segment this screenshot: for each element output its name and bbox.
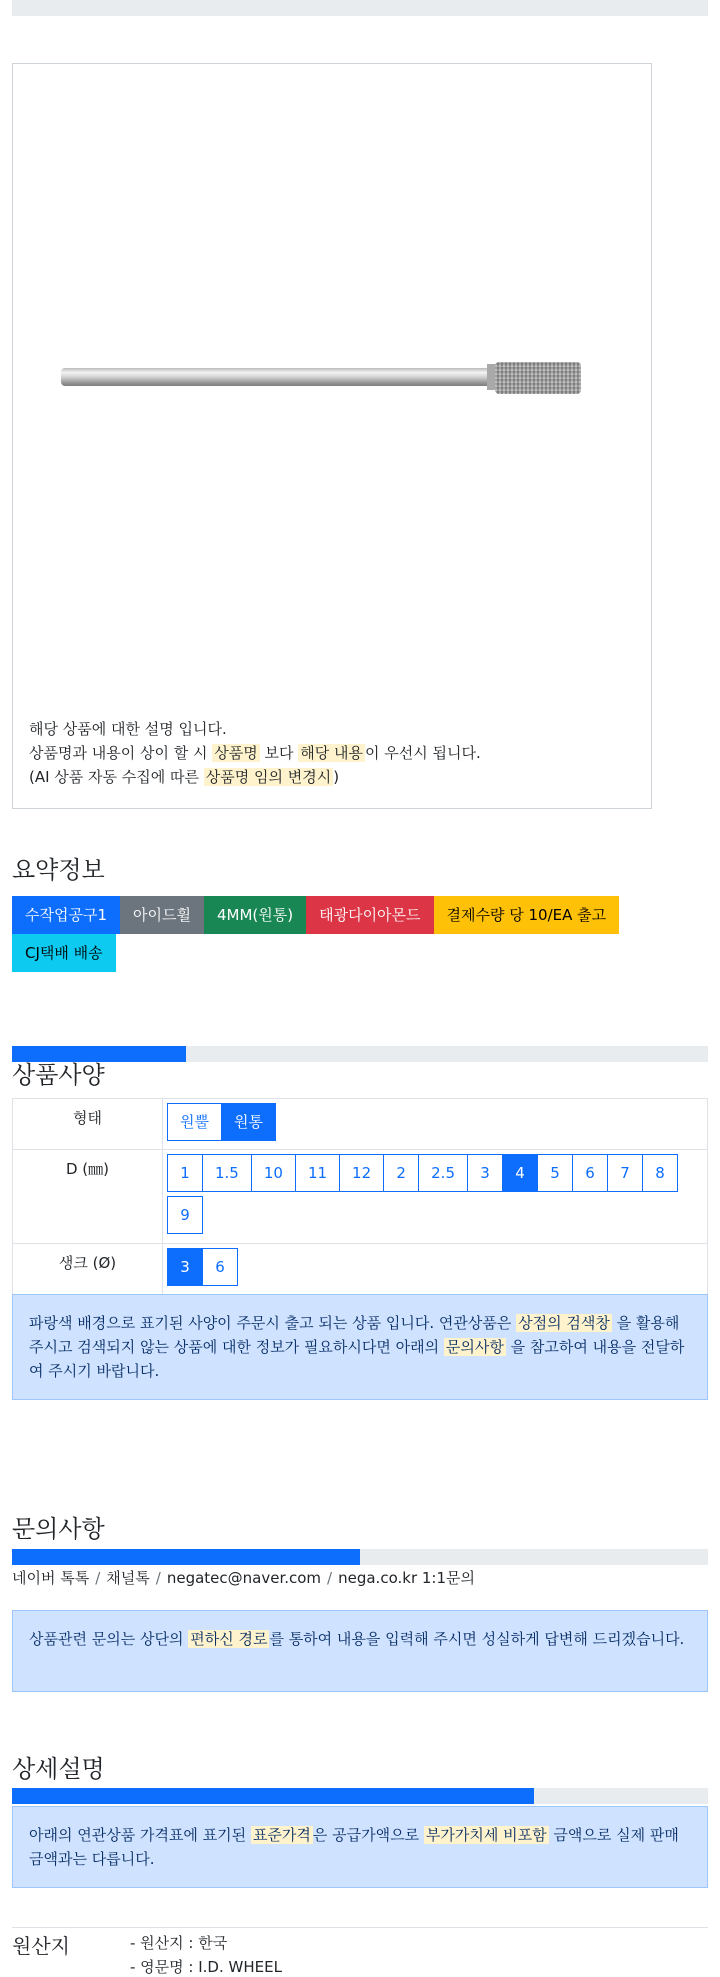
option-group-shank [167, 1248, 703, 1290]
separator: / [155, 1569, 161, 1587]
spec-options [163, 1150, 708, 1244]
description-text: 이 우선시 됩니다. [364, 744, 481, 762]
description-text: 보다 [259, 744, 299, 762]
notice-text: 를 통하여 내용을 입력해 주시면 성실하게 답변해 드리겠습니다. [269, 1630, 685, 1648]
spec-label: 생크 (Ø) [13, 1244, 163, 1295]
option-button[interactable]: 3 [167, 1248, 203, 1286]
option-button[interactable]: 8 [642, 1154, 678, 1192]
option-button[interactable]: 2 [383, 1154, 419, 1192]
inquiry-progress-fill [12, 1549, 360, 1565]
spec-title: 상품사양 [12, 1061, 105, 1089]
notice-text: 상품관련 문의는 상단의 [29, 1630, 189, 1648]
option-button[interactable]: 9 [167, 1196, 203, 1234]
notice-text: 을 참고하여 내용을 전달하여 주시기 바랍니다. [29, 1338, 685, 1380]
highlight-convenient-route: 편하신 경로 [190, 1630, 268, 1648]
option-button[interactable]: 10 [251, 1154, 296, 1192]
channel-naver-talk[interactable]: 네이버 톡톡 [12, 1569, 90, 1587]
spec-notice [12, 1294, 708, 1400]
highlight-inquiry: 문의사항 [445, 1338, 504, 1356]
option-button[interactable]: 원뿔 [167, 1103, 222, 1141]
notice-text: 을 활용해 주시고 검색되지 않는 상품에 대한 정보가 필요하시다면 아래의 [29, 1314, 680, 1356]
notice-text: 은 공급가액으로 [312, 1826, 424, 1844]
option-button[interactable]: 4 [502, 1154, 538, 1192]
summary-badges [12, 896, 652, 972]
origin-divider [12, 1927, 708, 1928]
spec-table [12, 1098, 708, 1295]
option-button[interactable]: 2.5 [418, 1154, 468, 1192]
option-group-diameter [167, 1154, 703, 1238]
notice-text: 아래의 연관상품 가격표에 표기된 [29, 1826, 251, 1844]
highlight-content: 해당 내용 [300, 744, 363, 762]
description-text: (AI 상품 자동 수집에 따른 [29, 768, 204, 786]
channel-website-inquiry[interactable]: nega.co.kr 1:1문의 [338, 1569, 475, 1587]
inquiry-title: 문의사항 [12, 1515, 105, 1543]
badge-type: 아이드휠 [120, 896, 204, 934]
origin-item: - 영문명 : I.D. WHEEL [130, 1958, 282, 1976]
notice-text: 파랑색 배경으로 표기된 사양이 주문시 출고 되는 상품 입니다. 연관상품은 [29, 1314, 517, 1332]
detail-progress-bar [12, 1788, 708, 1804]
option-button[interactable]: 11 [295, 1154, 340, 1192]
origin-item: - 원산지 : 한국 [130, 1934, 228, 1952]
option-button[interactable]: 원통 [221, 1103, 276, 1141]
description-text: 해당 상품에 대한 설명 입니다. [29, 720, 227, 738]
description-text: 상품명과 내용이 상이 할 시 [29, 744, 213, 762]
option-button[interactable]: 1.5 [202, 1154, 252, 1192]
highlight-name-change: 상품명 임의 변경시 [205, 768, 332, 786]
description-line [29, 717, 481, 741]
badge-brand: 태광다이아몬드 [306, 896, 433, 934]
badge-category: 수작업공구1 [12, 896, 120, 934]
spec-row-shape [13, 1099, 708, 1150]
spec-progress-bar [12, 1046, 708, 1062]
description-text: ) [333, 768, 340, 786]
origin-list [130, 1931, 282, 1977]
separator: / [95, 1569, 101, 1587]
option-button[interactable]: 3 [467, 1154, 503, 1192]
badge-quantity: 결제수량 당 10/EA 출고 [434, 896, 620, 934]
detail-progress-fill [12, 1788, 534, 1804]
inquiry-progress-bar [12, 1549, 708, 1565]
option-button[interactable]: 6 [572, 1154, 608, 1192]
inquiry-notice [12, 1610, 708, 1692]
spec-options [163, 1099, 708, 1150]
description-line [29, 765, 481, 789]
highlight-product-name: 상품명 [214, 744, 258, 762]
option-button[interactable]: 7 [607, 1154, 643, 1192]
contact-breadcrumb [12, 1567, 475, 1588]
notice-text: 금액으로 실제 판매금액과는 다릅니다. [29, 1826, 679, 1868]
option-group-shape [167, 1103, 703, 1145]
origin-title: 원산지 [12, 1934, 70, 1958]
detail-title: 상세설명 [12, 1755, 105, 1783]
detail-notice [12, 1806, 708, 1888]
highlight-vat-excluded: 부가가치세 비포함 [425, 1826, 547, 1844]
option-button[interactable]: 6 [202, 1248, 238, 1286]
spec-label: 형태 [13, 1099, 163, 1150]
spec-label: D (㎜) [13, 1150, 163, 1244]
description-line [29, 741, 481, 765]
spec-row-diameter [13, 1150, 708, 1244]
product-description [29, 717, 481, 789]
spec-row-shank [13, 1244, 708, 1295]
spec-options [163, 1244, 708, 1295]
product-image-card [12, 63, 652, 809]
highlight-standard-price: 표준가격 [252, 1826, 311, 1844]
channel-email[interactable]: negatec@naver.com [166, 1569, 322, 1587]
highlight-search-box: 상점의 검색창 [518, 1314, 610, 1332]
product-image [13, 64, 653, 810]
summary-title: 요약정보 [12, 856, 105, 884]
option-button[interactable]: 12 [339, 1154, 384, 1192]
channel-talk[interactable]: 채널톡 [106, 1569, 150, 1587]
option-button[interactable]: 1 [167, 1154, 203, 1192]
option-button[interactable]: 5 [537, 1154, 573, 1192]
badge-size: 4MM(원통) [204, 896, 306, 934]
badge-shipping: CJ택배 배송 [12, 934, 116, 972]
top-divider-bar [12, 0, 708, 16]
separator: / [327, 1569, 333, 1587]
